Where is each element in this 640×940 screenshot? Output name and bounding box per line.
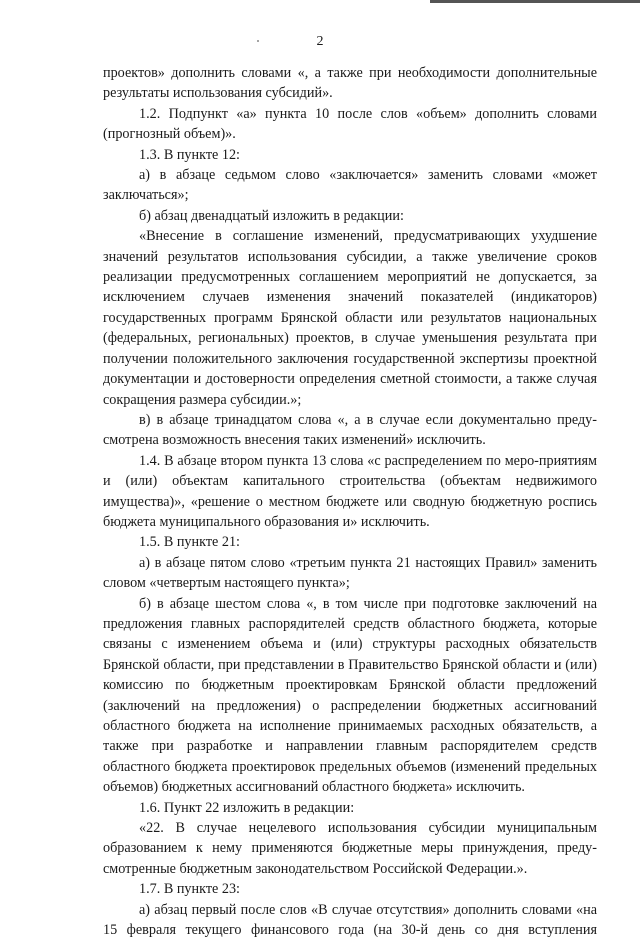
paragraph-1-3-c: в) в абзаце тринадцатом слова «, а в случае если документально преду-смотрена возможность внесения таких изменений» исключить. [103, 411, 597, 449]
paragraph-1-2: 1.2. Подпункт «а» пункта 10 после слов «объем» дополнить словами (прогнозный объем)». [103, 105, 597, 143]
paragraph-1-5-a: а) в абзаце пятом слово «третьим пункта 21 настоящих Правил» заменить словом «четвертым настоящего пункта»; [103, 554, 597, 592]
scan-speck [257, 40, 259, 42]
paragraph-1-6-heading: 1.6. Пункт 22 изложить в редакции: [139, 799, 355, 816]
paragraph-1-7-heading: 1.7. В пункте 23: [139, 881, 240, 898]
paragraph-1-3-b-quote: «Внесение в соглашение изменений, предусматривающих ухудшение значений результатов использования субсидии, а также увеличение сроков реализации предусмотренных соглашением мероприятий не допускается, за исключением случаев изменения значений показателей (индикаторов) государственных программ Брянской области или результатов национальных (федеральных, региональных) проектов, в случае уменьшения результата при получении положительного заключения государственной экспертизы проектной документации и достоверности определения сметной стоимости, а также случая сокращения размера субсидии.»; [103, 228, 597, 408]
page-number: 2 [316, 34, 324, 49]
paragraph-1-5-heading: 1.5. В пункте 21: [139, 534, 240, 551]
paragraph-continuation: проектов» дополнить словами «, а также при необходимости дополнительные результаты использования субсидий». [103, 65, 597, 102]
paragraph-1-6-quote: «22. В случае нецелевого использования субсидии муниципальным образованием к нему применяются бюджетные меры принуждения, преду-смотренные бюджетным законодательством Российской Федерации.». [103, 820, 597, 877]
paragraph-1-3-heading: 1.3. В пункте 12: [139, 146, 240, 163]
paragraph-1-3-b: б) абзац двенадцатый изложить в редакции: [139, 207, 404, 224]
paragraph-1-7-a: а) абзац первый после слов «В случае отсутствия» дополнить словами «на 15 февраля текущего финансового года (на 30-й день со дня вступления [103, 901, 597, 939]
document-body [103, 63, 597, 940]
paragraph-1-5-b: б) в абзаце шестом слова «, в том числе при подготовке заключений на предложения главных распорядителей средств областного бюджета, которые связаны с изменением объема и (или) структуры расходных обязательств Брянской области, при представлении в Правительство Брянской области и (или) комиссию по бюджетным проектировкам Брянской области предложений (заключений на предложения) о распределении бюджетных ассигнований областного бюджета на исполнение принимаемых расходных обязательств, а также при разработке и направлении главным распорядителем средств областного бюджета проектировок предельных объемов (изменений предельных объемов) бюджетных ассигнований областного бюджета» исключить. [103, 595, 597, 796]
top-edge-line [430, 0, 640, 3]
paragraph-1-3-a: а) в абзаце седьмом слово «заключается» заменить словами «может заключаться»; [103, 167, 597, 204]
paragraph-1-4: 1.4. В абзаце втором пункта 13 слова «с распределением по меро-приятиям и (или) объектам капитального строительства (объектам недвижимого имущества)», «решение о местном бюджете или сводную бюджетную роспись бюджета муниципального образования и» исключить. [103, 452, 597, 530]
